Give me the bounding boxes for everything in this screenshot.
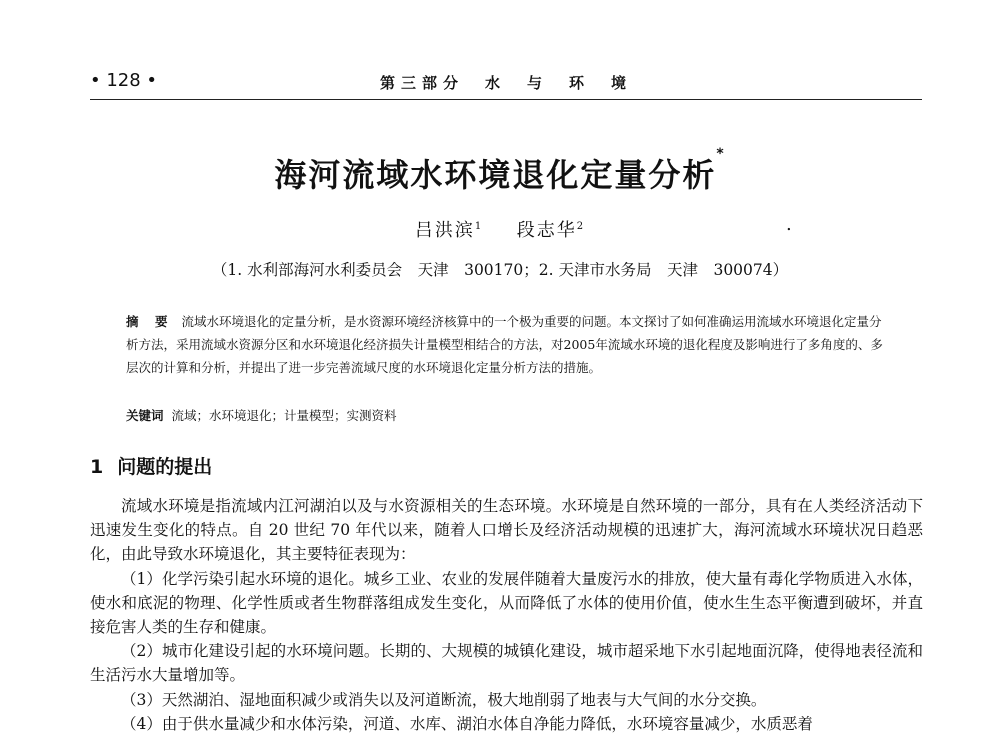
body-paragraph: （1）化学污染引起水环境的退化。城乡工业、农业的发展伴随着大量废污水的排放，使大量有毒化学物质进入水体，使水和底泥的物理、化学性质或者生物群落组成发生变化，从而降低了水体的使用价值，使水生生态平衡遭到破坏，并直接危害人类的生存和健康。 [90,569,923,637]
author-name: 吕洪滨 [414,220,475,241]
author-trailing-mark: . [786,214,792,235]
body-paragraph: （2）城市化建设引起的水环境问题。长期的、大规模的城镇化建设，城市超采地下水引起地面沉降，使得地表径流和生活污水大量增加等。 [90,642,923,685]
header-rule [90,99,922,100]
body-paragraph: （4）由于供水量减少和水体污染，河道、水库、湖泊水体自净能力降低，水环境容量减少，水质恶着 [121,714,813,733]
affiliations: （1. 水利部海河水利委员会 天津 300170；2. 天津市水务局 天津 300074） [211,261,789,279]
keywords-label: 关键词 [126,408,164,423]
article-title-text: 海河流域水环境退化定量分析 [274,156,717,194]
title-footnote-mark: * [716,146,726,162]
section-title: 第三部分 水 与 环 境 [379,74,632,92]
keywords-text: 流域；水环境退化；计量模型；实测资料 [171,408,397,423]
author-line [0,216,1000,242]
section-heading-text: 问题的提出 [117,456,213,478]
abstract-label: 摘 要 [126,314,170,329]
section-heading [90,452,212,479]
author-affiliation-mark: 1 [474,221,484,232]
abstract-text: 流域水环境退化的定量分析，是水资源环境经济核算中的一个极为重要的问题。本文探讨了如何准确运用流域水环境退化定量分析方法，采用流域水资源分区和水环境退化经济损失计量模型相结合的方法，对2005年流域水环境的退化程度及影响进行了多角度的、多层次的计算和分析，并提出了进一步完善流域尺度的水环境退化定量分析方法的措施。 [126,314,883,375]
section-number: 1 [90,456,104,478]
abstract [126,310,890,379]
body-text [90,494,923,736]
article-title [0,146,1000,196]
author-name: 段志华 [516,220,577,241]
body-paragraph: 流域水环境是指流域内江河湖泊以及与水资源相关的生态环境。水环境是自然环境的一部分，具有在人类经济活动下迅速发生变化的特点。自 20 世纪 70 年代以来，随着人口增长及经济活动规模的迅速扩大，海河流域水环境状况日趋恶化，由此导致水环境退化，其主要特征表现为： [90,497,923,564]
body-paragraph: （3）天然湖泊、湿地面积减少或消失以及河道断流，极大地削弱了地表与大气间的水分交换。 [121,690,767,709]
running-head [90,70,922,100]
page-number: • 128 • [90,70,158,91]
keywords [126,406,890,424]
author-affiliation-mark: 2 [576,221,586,232]
